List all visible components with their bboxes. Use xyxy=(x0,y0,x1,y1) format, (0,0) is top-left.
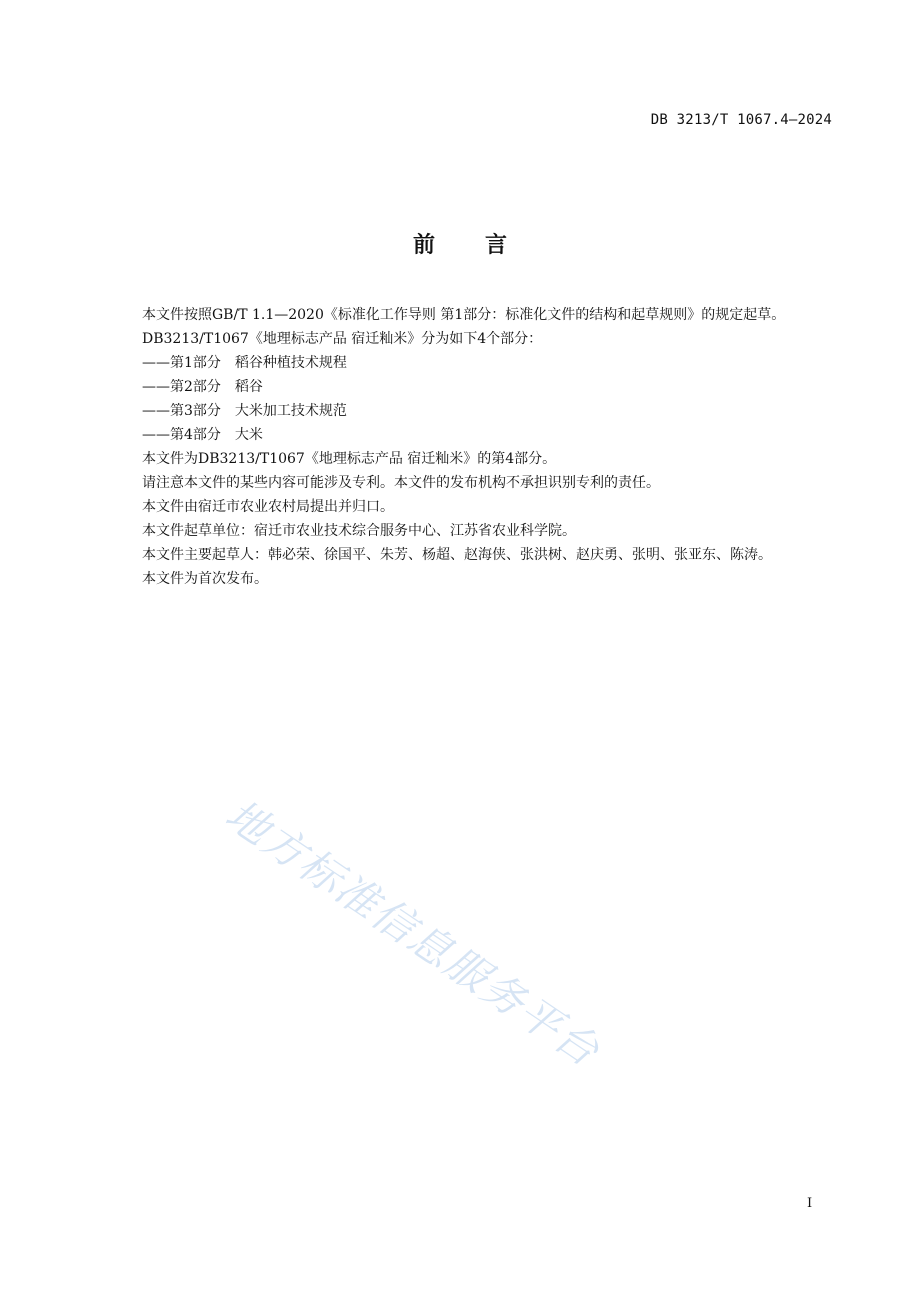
list-item-name: 稻谷种植技术规程 xyxy=(234,355,347,371)
list-item xyxy=(110,375,832,399)
paragraph-first-release: 本文件为首次发布。 xyxy=(142,571,268,587)
paragraph-proposer: 本文件由宿迁市农业农村局提出并归口。 xyxy=(142,499,394,515)
list-item-prefix: ——第1部分 xyxy=(142,355,221,371)
foreword-body xyxy=(110,303,832,591)
list-item-prefix: ——第4部分 xyxy=(142,427,221,443)
section-title xyxy=(0,228,920,259)
list-item-name: 大米加工技术规范 xyxy=(234,403,347,419)
list-item-name: 大米 xyxy=(234,427,263,443)
list-item xyxy=(110,351,832,375)
paragraph-part-statement: 本文件为DB3213/T1067《地理标志产品 宿迁籼米》的第4部分。 xyxy=(142,451,557,467)
watermark-text: 地方标准信息服务平台 xyxy=(216,789,610,1077)
section-title-char-1: 前 xyxy=(412,233,435,258)
list-item-prefix: ——第3部分 xyxy=(142,403,221,419)
document-code: DB 3213/T 1067.4—2024 xyxy=(650,112,832,128)
paragraph-patent-notice: 请注意本文件的某些内容可能涉及专利。本文件的发布机构不承担识别专利的责任。 xyxy=(142,475,660,491)
list-item xyxy=(110,423,832,447)
list-item-prefix: ——第2部分 xyxy=(142,379,221,395)
page-number: I xyxy=(807,1196,813,1211)
section-title-char-2: 言 xyxy=(485,233,508,258)
list-item xyxy=(110,399,832,423)
paragraph-drafters: 本文件主要起草人：韩必荣、徐国平、朱芳、杨超、赵海侠、张洪树、赵庆勇、张明、张亚东、陈涛。 xyxy=(142,547,772,563)
list-item-name: 稻谷 xyxy=(234,379,263,395)
paragraph-drafting-rule: 本文件按照GB/T 1.1—2020《标准化工作导则 第1部分：标准化文件的结构和起草规则》的规定起草。 xyxy=(142,307,786,323)
paragraph-parts-intro: DB3213/T1067《地理标志产品 宿迁籼米》分为如下4个部分： xyxy=(142,331,543,347)
paragraph-drafting-units: 本文件起草单位：宿迁市农业技术综合服务中心、江苏省农业科学院。 xyxy=(142,523,576,539)
